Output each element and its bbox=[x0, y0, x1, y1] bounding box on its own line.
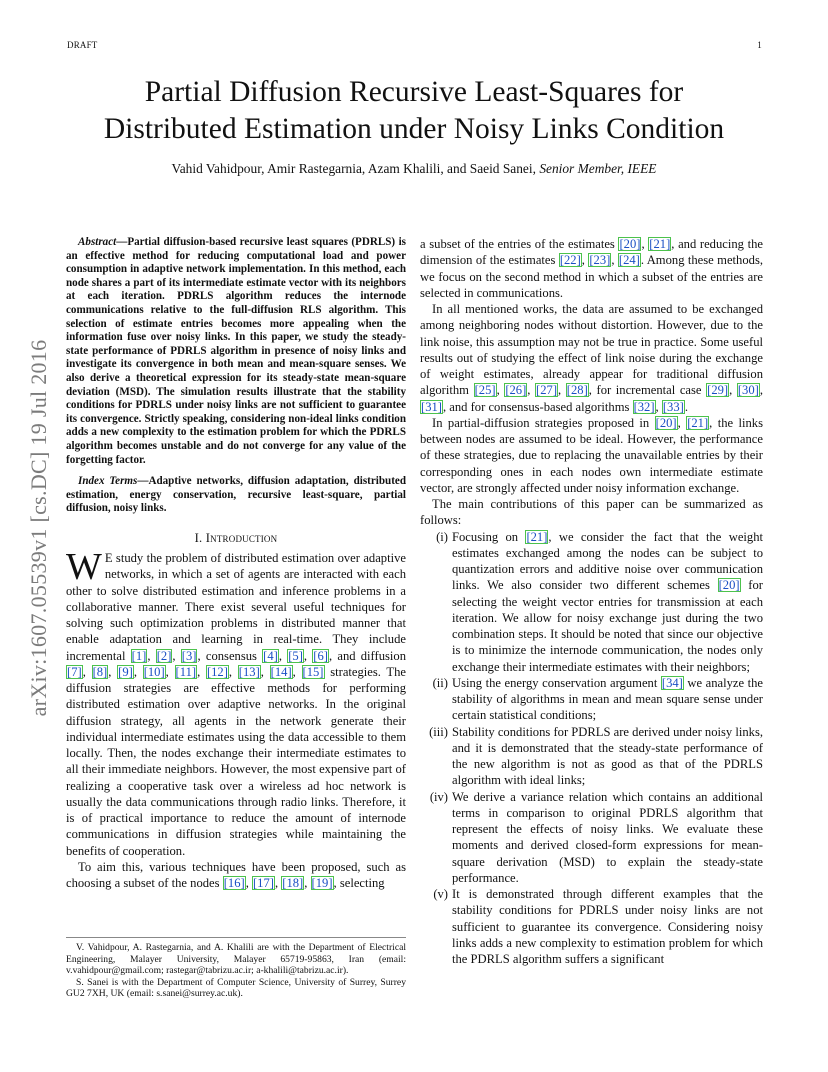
index-terms-text: —Adaptive networks, diffusion adaptation, distributed estimation, energy conservation, recursive least-square, partial diffusion, noisy links. bbox=[66, 475, 406, 515]
right-paragraph-4: The main contributions of this paper can be summarized as follows: bbox=[420, 497, 763, 528]
citation-link[interactable]: [7] bbox=[67, 664, 82, 679]
list-item bbox=[420, 789, 763, 887]
citation-link[interactable]: [27] bbox=[536, 383, 558, 398]
citation-link[interactable]: [34] bbox=[661, 675, 683, 690]
intro-p1-end: strategies. The diffusion strategies are effective methods for performing distributed estimation over adaptive networks. In the original diffusion strategy, all agents in the network generate their individual intermediate estimates using the data accessible to them locally. Then, the nodes exchange their intermediate estimates to all their immediate neighbors. However, the most expensive part of realizing a cooperative task over a wireless ad hoc network is usually the data communications through radio links. Therefore, it is of practical importance to reduce the amount of internode communications in diffusion strategies while maintaining the benefits of cooperation. bbox=[66, 664, 407, 858]
citation-link[interactable]: [3] bbox=[181, 648, 197, 663]
footnote-affiliation-2: S. Sanei is with the Department of Computer Science, University of Surrey, Surrey GU2 7XH, UK (email: s.sanei@surrey.ac.uk). bbox=[66, 976, 406, 1000]
text-run: In all mentioned works, the data are assumed to be exchanged among neighboring nodes without distortion. However, due to the link noise, this assumption may not be true in practice. Some useful results out of studying the effect of link noise during the exchange of weight estimates, already appear for traditional diffusion algorithm bbox=[420, 302, 763, 398]
text-run: . Among these methods, we focus on the second method in which a subset of the entries are selected in communications. bbox=[420, 253, 763, 300]
author-suffix: Senior Member, IEEE bbox=[539, 161, 657, 176]
author-list bbox=[60, 161, 768, 177]
citation-link[interactable]: [16] bbox=[223, 876, 245, 891]
page-number: 1 bbox=[757, 40, 762, 50]
intro-p1-start: E study the problem of distributed estimation over adaptive networks, in which a set of agents are interacted with each other to solve distributed estimation and inference problems in a collaborative manner. There exist several useful techniques for solving such optimization problems in distributed manner that enable adaptation and learning in real-time. They include incremental bbox=[66, 551, 406, 663]
citation-link[interactable]: [1] bbox=[131, 648, 147, 663]
right-column bbox=[420, 236, 763, 967]
citation-link[interactable]: [20] bbox=[718, 578, 740, 593]
text-run: a subset of the entries of the estimates bbox=[420, 237, 619, 251]
arxiv-sidebar bbox=[20, 295, 58, 760]
citation-link[interactable]: [24] bbox=[618, 253, 640, 268]
text-run: We derive a variance relation which contains an additional terms in comparison to original PDRLS algorithm that represent the effects of noisy links. We evaluate these moments and derived closed-form expressions for mean-square derivation (MSD) to explain the steady-state performance. bbox=[452, 789, 763, 885]
citation-link[interactable]: [19] bbox=[311, 876, 333, 891]
citation-link[interactable]: [10] bbox=[143, 664, 165, 679]
intro-paragraph-2: To aim this, various techniques have been proposed, such as choosing a subset of the nodes [16], [17], [18], [19], selecting bbox=[66, 859, 406, 891]
abstract-text: —Partial diffusion-based recursive least squares (PDRLS) is an effective method for reducing computational load and power consumption in adaptive network implementation. In this method, each node shares a part of its intermediate estimate vector with its neighbors at each iteration. PDRLS algorithm reduces the internode communications relative to the full-diffusion RLS algorithm. This selection of estimate entries becomes more appealing when the information fuse over noisy links. In this paper, we study the steady-state performance of PDRLS algorithm in presence of noisy links and investigate its convergence in both mean and mean-square senses. We also derive a theoretical expression for its steady-state mean-square deviation (MSD). The simulation results illustrate that the stability conditions for PDRLS under noisy links are not sufficient to guarantee its convergence. Strictly speaking, considering non-ideal links condition adds a new complexity to the estimation problem for which the PDRLS algorithm becomes unstable and do not converge for any value of the forgetting factor. bbox=[66, 236, 406, 466]
title-line-2: Distributed Estimation under Noisy Links Condition bbox=[103, 113, 725, 145]
citation-link[interactable]: [18] bbox=[282, 876, 304, 891]
arxiv-identifier: arXiv:1607.05539v1 [cs.DC] 19 Jul 2016 bbox=[26, 339, 51, 716]
section-heading-introduction: I. Introduction bbox=[194, 530, 278, 545]
text-run: , and reducing the dimension of the estimates bbox=[420, 237, 763, 268]
citation-link[interactable]: [4] bbox=[263, 648, 278, 663]
text-run: . bbox=[684, 399, 688, 414]
text-run: , the links between nodes are assumed to be ideal. However, the performance of these strategies, due to replacing the unavailable entries by their corresponding ones in each nodes own intermediate estimate vector, are strongly affected under noisy information exchange. bbox=[420, 415, 764, 495]
intro-p2-start: To aim this, various techniques have been proposed, such as choosing a subset of the nodes bbox=[66, 859, 406, 891]
citation-link[interactable]: [15] bbox=[302, 664, 324, 679]
drop-cap: W bbox=[66, 546, 102, 589]
text-run: , we consider the fact that the weight estimates exchanged among the nodes can be subject to quantization errors and additive noise over communication links. We also consider two different schemes bbox=[452, 529, 764, 593]
list-item-number: (ii) bbox=[432, 675, 448, 690]
citation-link[interactable]: [23] bbox=[589, 253, 611, 268]
citation-link[interactable]: [20] bbox=[619, 237, 641, 251]
citation-link[interactable]: [6] bbox=[313, 648, 328, 663]
citation-link[interactable]: [21] bbox=[526, 529, 548, 544]
citation-link[interactable]: [22] bbox=[559, 253, 581, 268]
abstract bbox=[66, 236, 406, 467]
contributions-list bbox=[420, 529, 763, 968]
citation-link[interactable]: [17] bbox=[252, 876, 274, 891]
word-consensus: , consensus bbox=[197, 648, 257, 663]
text-run: Focusing on bbox=[452, 529, 526, 544]
citation-link[interactable]: [14] bbox=[270, 664, 292, 679]
list-item-number: (iv) bbox=[429, 789, 448, 804]
citation-link[interactable]: [30] bbox=[737, 383, 759, 398]
abstract-label: Abstract bbox=[78, 236, 117, 248]
left-column bbox=[66, 236, 406, 891]
footnotes bbox=[66, 937, 406, 1000]
text-run: , and for consensus-based algorithms bbox=[442, 399, 633, 414]
index-terms-label: Index Terms bbox=[78, 475, 138, 488]
list-item bbox=[420, 724, 763, 789]
text-run: for selecting the weight vector entries for transmission at each iteration. We allow for noisy exchange just during the two combination steps. It should be noted that since our objective is to minimize the internode communication, the nodes only exchange their intermediate estimates with their neighbors; bbox=[452, 578, 763, 674]
citation-link[interactable]: [33] bbox=[662, 399, 684, 414]
list-item bbox=[420, 675, 763, 724]
citation-link[interactable]: [28] bbox=[566, 383, 588, 398]
text-run: Using the energy conservation argument bbox=[452, 675, 661, 690]
citation-link[interactable]: [12] bbox=[206, 664, 228, 679]
citation-link[interactable]: [5] bbox=[288, 648, 303, 663]
text-run: In partial-diffusion strategies proposed in bbox=[432, 415, 655, 430]
citation-link[interactable]: [21] bbox=[649, 237, 671, 251]
citation-link[interactable]: [13] bbox=[238, 664, 260, 679]
paper-title bbox=[60, 74, 768, 148]
citation-link[interactable]: [21] bbox=[687, 415, 709, 430]
citation-link[interactable]: [9] bbox=[118, 664, 133, 679]
text-run: we analyze the stability of algorithms in mean and mean square sense under certain statistical conditions; bbox=[452, 675, 763, 723]
list-item-number: (v) bbox=[433, 887, 448, 901]
intro-p2-end: , selecting bbox=[333, 876, 385, 891]
text-run: , for incremental case bbox=[588, 383, 707, 398]
right-paragraph-2: In all mentioned works, the data are assumed to be exchanged among neighboring nodes without distortion. However, due to the link noise, this assumption may not be true in practice. Some useful results out of studying the effect of link noise during the exchange of weight estimates, already appear for traditional diffusion algorithm [25], [26], [27], [28], for incremental case [29], [30], [31], and for consensus-based algorithms [32], [33]. bbox=[420, 302, 763, 414]
author-names: Vahid Vahidpour, Amir Rastegarnia, Azam Khalili, and Saeid Sanei, bbox=[171, 161, 536, 176]
title-line-1: Partial Diffusion Recursive Least-Squares for bbox=[144, 76, 684, 108]
right-paragraph-3: In partial-diffusion strategies proposed in [20], [21], the links between nodes are assumed to be ideal. However, the performance of these strategies, due to replacing the unavailable entries by their corresponding ones in each nodes own intermediate estimate vector, are strongly affected under noisy information exchange. bbox=[420, 415, 764, 495]
footnote-affiliation-1: V. Vahidpour, A. Rastegarnia, and A. Khalili are with the Department of Electrical Engineering, Malayer University, Malayer 65719-95863, Iran (email: v.vahidpour@gmail.com; rastegar@tabrizu.ac.ir; a-khalili@tabrizu.ac.ir). bbox=[66, 942, 406, 977]
citation-link[interactable]: [25] bbox=[474, 383, 496, 398]
citation-link[interactable]: [2] bbox=[156, 648, 172, 663]
citation-link[interactable]: [31] bbox=[421, 399, 442, 414]
text-run: It is demonstrated through different examples that the stability conditions for PDRLS under noisy links are not sufficient to guarantee its convergence. Considering noisy links adds a new complexity to estimation problem for which the PDRLS algorithm suffers a significant bbox=[452, 887, 763, 966]
list-item bbox=[420, 886, 763, 967]
citation-link[interactable]: [26] bbox=[505, 383, 527, 398]
citation-link[interactable]: [29] bbox=[707, 383, 729, 398]
intro-paragraph-1: W E study the problem of distributed estimation over adaptive networks, in which a set of agents are interacted with each other to solve distributed estimation and inference problems in a collaborative manner. There exist several useful techniques for solving such optimization problems in distributed manner that enable adaptation and learning in real-time. They include incremental [1], [2], [3], consensus [4], [5], [6], and diffusion [7], [8], [9], [10], [11], [12], [13], [14], [15] strategies. The diffusion strategies are effective methods for performing distributed estimation over adaptive networks. In the original diffusion strategy, all agents in the network generate their individual intermediate estimates using the data accessible to them locally. Then, the nodes exchange their intermediate estimates to all their immediate neighbors. However, the most expensive part of realizing a cooperative task over a wireless ad hoc network is usually the data communications through radio links. Therefore, it is of practical importance to reduce the amount of internode communications in diffusion strategies while maintaining the benefits of cooperation. bbox=[66, 546, 407, 858]
right-paragraph-1: a subset of the entries of the estimates [20], [21], and reducing the dimension of the estimates [22], [23], [24]. Among these methods, we focus on the second method in which a subset of the entries are selected in communications. bbox=[420, 237, 763, 300]
citation-link[interactable]: [20] bbox=[655, 415, 677, 430]
running-header-left: DRAFT bbox=[67, 40, 98, 50]
list-item bbox=[420, 529, 763, 675]
citation-link[interactable]: [11] bbox=[175, 664, 197, 679]
word-diffusion: , and diffusion bbox=[328, 648, 407, 663]
citation-link[interactable]: [32] bbox=[633, 399, 655, 414]
list-item-number: (i) bbox=[436, 529, 448, 544]
list-item-number: (iii) bbox=[429, 724, 448, 739]
citation-link[interactable]: [8] bbox=[92, 664, 108, 679]
index-terms bbox=[66, 475, 406, 516]
text-run: Stability conditions for PDRLS are derived under noisy links, and it is demonstrated that the steady-state performance of the new algorithm is not as good as that of the PDRLS algorithm with ideal links; bbox=[452, 724, 763, 788]
